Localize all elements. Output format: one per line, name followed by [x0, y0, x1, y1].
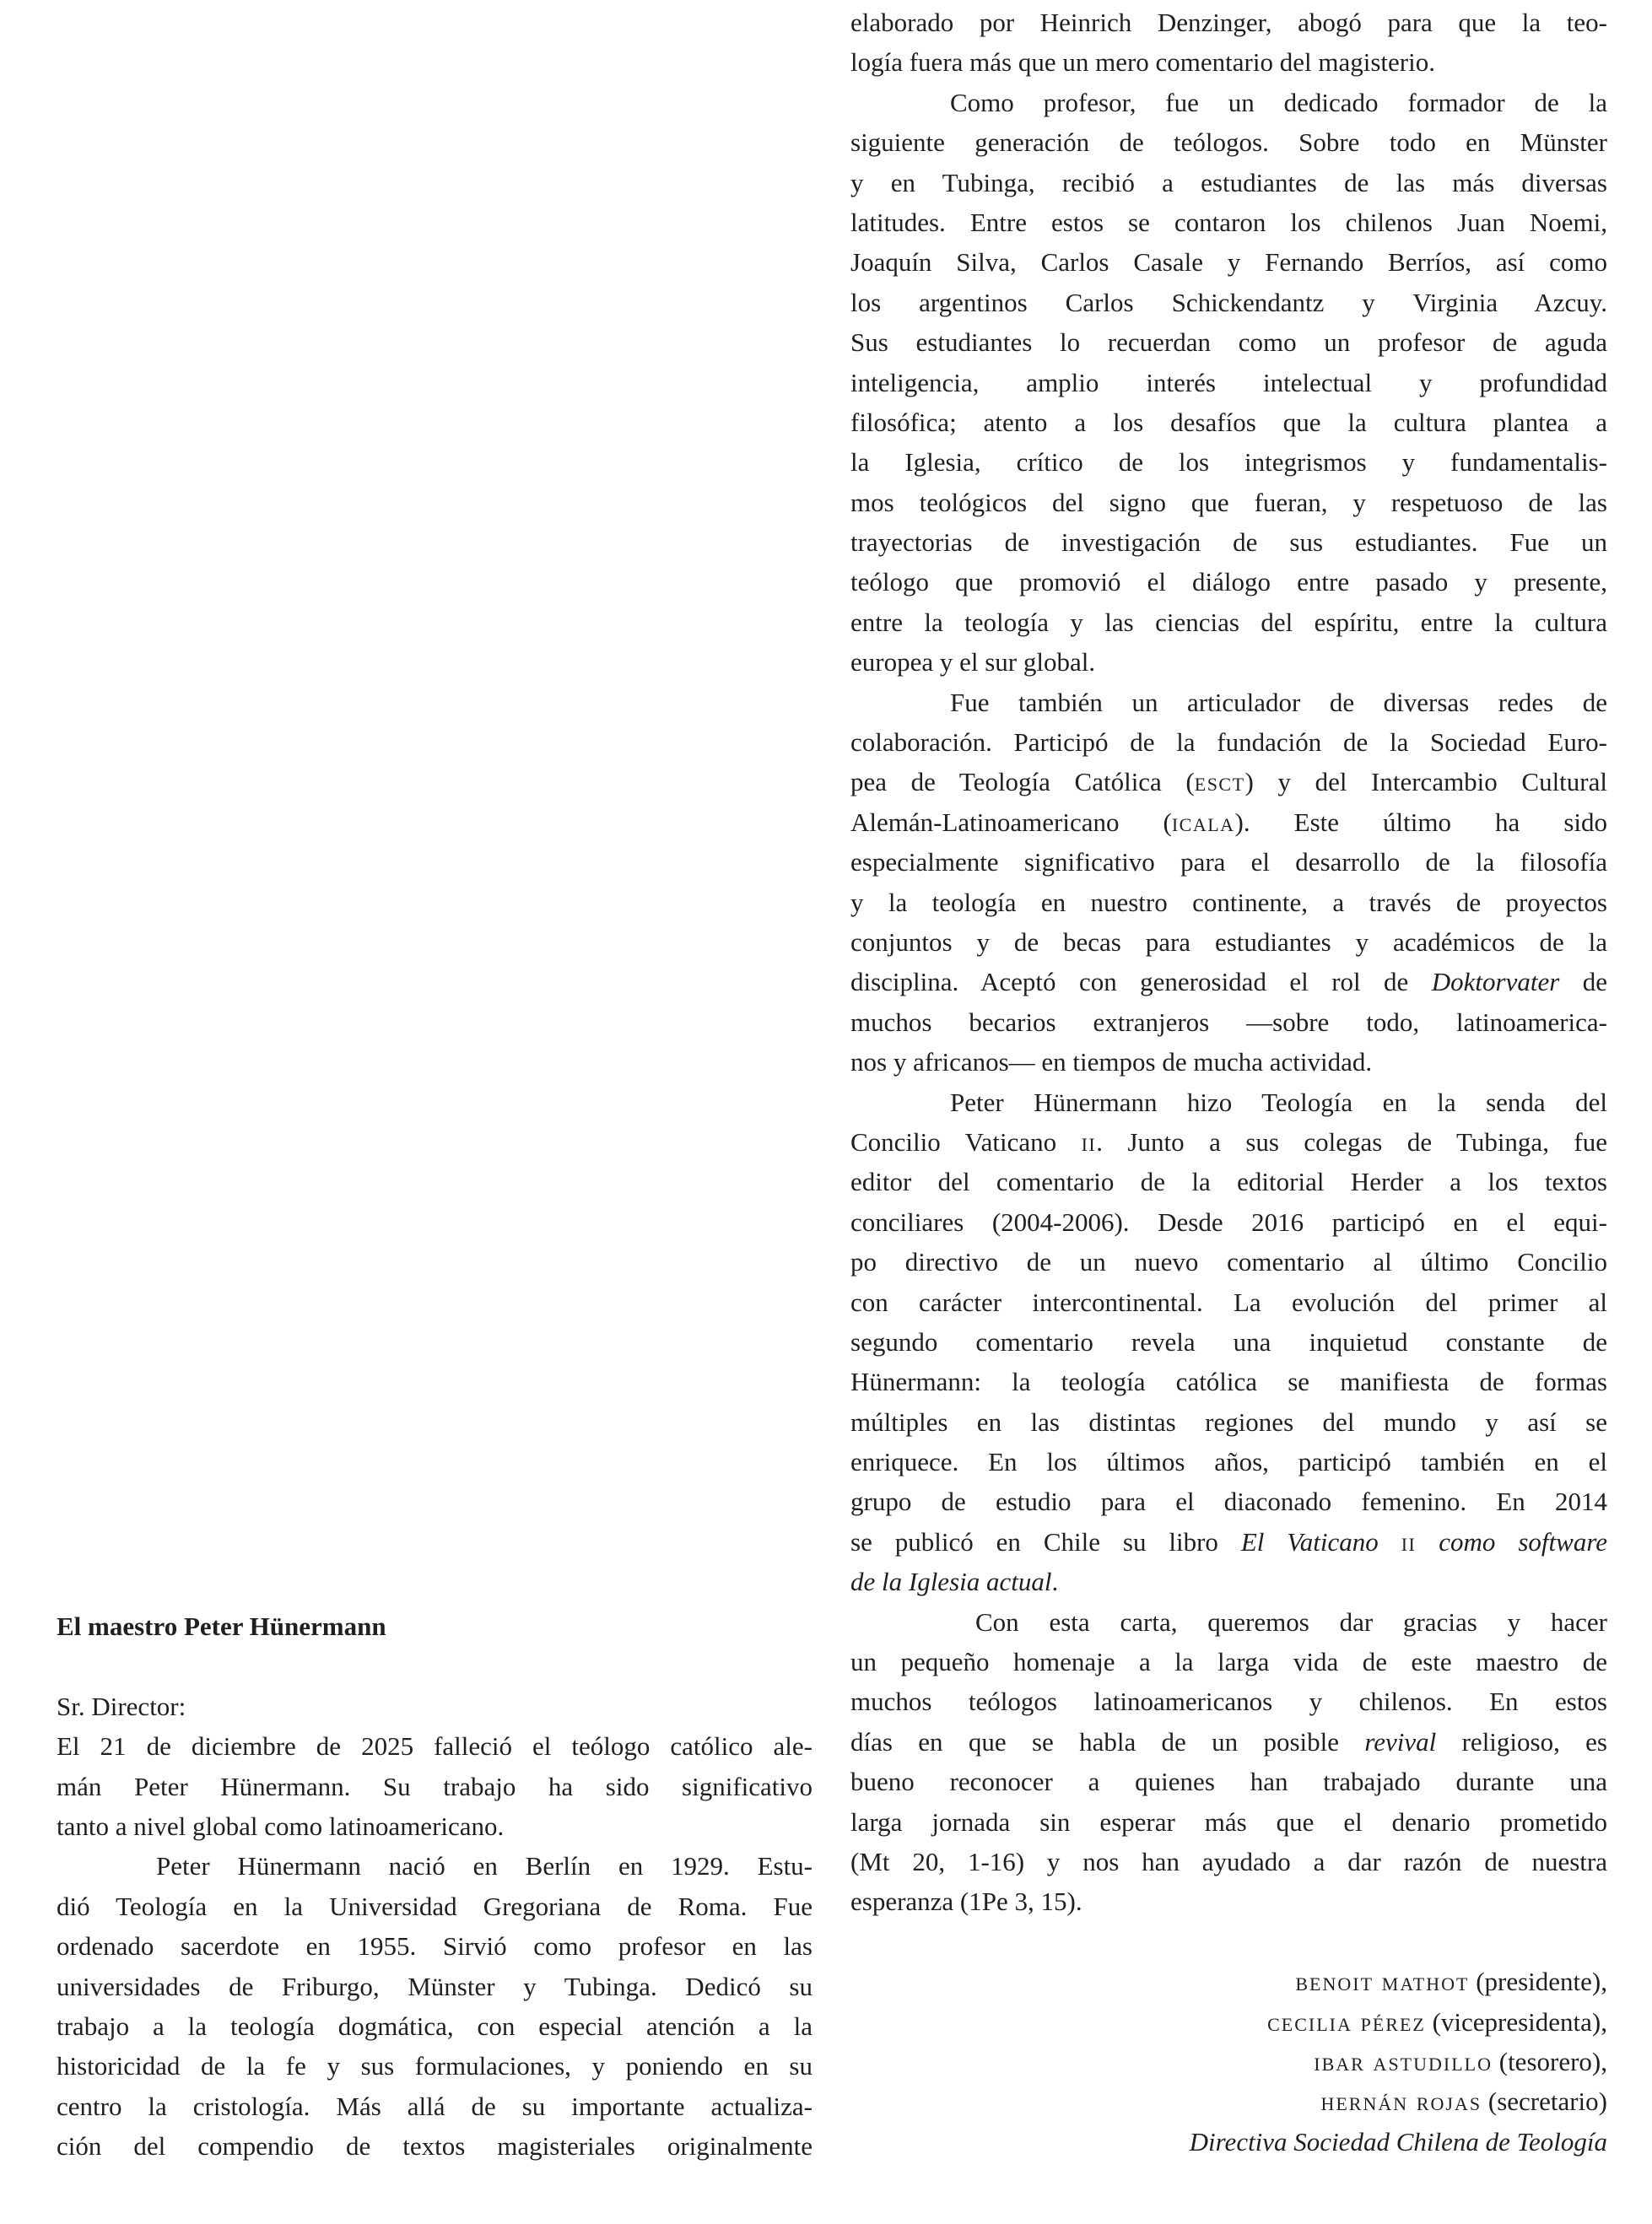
signature-line	[850, 2042, 1607, 2081]
text-line	[57, 1806, 813, 1846]
text-line	[850, 602, 1607, 642]
text-line	[850, 1842, 1607, 1881]
text-run: ordenado sacerdote en 1955. Sirvió como profesor en las	[57, 1931, 813, 1962]
organization: Directiva Sociedad Chilena de Teología	[1189, 2126, 1607, 2157]
text-line	[850, 402, 1607, 442]
article-heading: El maestro Peter Hünermann	[57, 1611, 386, 1641]
text-run: enriquece. En los últimos años, participó también en el	[850, 1447, 1607, 1477]
text-run: europea y el sur global.	[850, 647, 1096, 677]
text-run: Con esta carta, queremos dar gracias y hacer	[975, 1606, 1607, 1637]
italic-run: como software	[1416, 1526, 1607, 1557]
signer-name: cecilia pérez	[1267, 2006, 1426, 2037]
text-run: mán Peter Hünermann. Su trabajo ha sido significativo	[57, 1771, 813, 1801]
text-line	[850, 1881, 1607, 1921]
text-run: Hünermann: la teología católica se manifiesta de formas	[850, 1367, 1607, 1397]
small-caps-run: esct	[1194, 767, 1245, 797]
signature-line	[850, 2081, 1607, 2121]
text-run: los argentinos Carlos Schickendantz y Virginia Azcuy.	[850, 287, 1607, 317]
text-run: segundo comentario revela una inquietud constante de	[850, 1326, 1607, 1357]
signer-role: (vicepresidenta),	[1425, 2006, 1607, 2037]
small-caps-run: icala	[1171, 807, 1235, 837]
text-line	[850, 683, 1607, 722]
text-run: po directivo de un nuevo comentario al último Concilio	[850, 1247, 1607, 1277]
signatures	[850, 1962, 1607, 2122]
text-run: mos teológicos del signo que fueran, y respetuoso de las	[850, 487, 1607, 517]
text-line	[850, 1602, 1607, 1642]
text-run: disciplina. Aceptó con generosidad el rol de	[850, 967, 1432, 997]
text-run: con carácter intercontinental. La evolución del primer al	[850, 1287, 1607, 1317]
italic-run: El Vaticano	[1240, 1526, 1401, 1557]
text-line	[850, 3, 1607, 42]
right-column	[850, 3, 1607, 2162]
text-run: historicidad de la fe y sus formulaciones, y poniendo en su	[57, 2051, 813, 2081]
text-run: múltiples en las distintas regiones del mundo y así se	[850, 1406, 1607, 1437]
text-run: conciliares (2004-2006). Desde 2016 participó en el equi-	[850, 1206, 1607, 1237]
text-line	[850, 1681, 1607, 1721]
text-run: . Junto a sus colegas de Tubinga, fue	[1096, 1126, 1607, 1157]
text-run: logía fuera más que un mero comentario del magisterio.	[850, 47, 1435, 78]
text-run: la Iglesia, crítico de los integrismos y fundamentalis-	[850, 447, 1607, 478]
text-run: nos y africanos— en tiempos de mucha actividad.	[850, 1047, 1373, 1077]
text-line	[850, 122, 1607, 162]
text-line	[850, 83, 1607, 122]
text-line	[850, 1762, 1607, 1801]
text-line	[850, 163, 1607, 202]
salutation: Sr. Director:	[57, 1691, 186, 1721]
text-run: tanto a nivel global como latinoamericano.	[57, 1811, 505, 1841]
italic-run: Doktorvater	[1431, 967, 1560, 997]
text-line	[57, 1887, 813, 1926]
text-line	[850, 922, 1607, 962]
text-line	[850, 283, 1607, 322]
text-run: religioso, es	[1436, 1726, 1607, 1757]
text-line	[850, 1042, 1607, 1082]
text-run: esperanza (1Pe 3, 15).	[850, 1887, 1082, 1917]
text-line	[850, 1522, 1607, 1562]
text-run: .	[1051, 1567, 1059, 1597]
text-run: ción del compendio de textos magisteriales originalmente	[57, 2131, 813, 2162]
text-run: muchos teólogos latinoamericanos y chilenos. En estos	[850, 1687, 1607, 1717]
text-line	[850, 202, 1607, 242]
text-line	[57, 1767, 813, 1806]
text-line	[850, 642, 1607, 682]
small-caps-run: ii	[1401, 1526, 1417, 1557]
text-run: días en que se habla de un posible	[850, 1726, 1365, 1757]
text-line	[850, 1202, 1607, 1242]
text-line	[850, 1282, 1607, 1322]
signer-name: benoit mathot	[1295, 1967, 1470, 1997]
left-body	[57, 1726, 813, 2166]
text-line	[850, 1122, 1607, 1162]
text-run: elaborado por Heinrich Denzinger, abogó para que la teo-	[850, 8, 1607, 37]
right-body	[850, 3, 1607, 1922]
text-run: especialmente significativo para el desarrollo de la filosofía	[850, 847, 1607, 877]
text-line	[850, 442, 1607, 482]
text-line	[57, 1926, 813, 1966]
signer-name: ibar astudillo	[1314, 2046, 1493, 2076]
text-run: dió Teología en la Universidad Gregoriana de Roma. Fue	[57, 1891, 813, 1921]
text-run: Peter Hünermann nació en Berlín en 1929. Estu-	[156, 1851, 813, 1881]
text-run: El 21 de diciembre de 2025 falleció el teólogo católico ale-	[57, 1731, 813, 1762]
text-run: bueno reconocer a quienes han trabajado durante una	[850, 1767, 1607, 1797]
text-line	[850, 363, 1607, 402]
text-run: latitudes. Entre estos se contaron los chilenos Juan Noemi,	[850, 207, 1607, 237]
text-line	[850, 1802, 1607, 1842]
text-line	[850, 1482, 1607, 1521]
text-line	[850, 1642, 1607, 1681]
spacer	[850, 1922, 1607, 1962]
text-line	[850, 42, 1607, 82]
text-run: conjuntos y de becas para estudiantes y académicos de la	[850, 926, 1607, 957]
text-run: colaboración. Participó de la fundación de la Sociedad Euro-	[850, 727, 1607, 758]
text-run: siguiente generación de teólogos. Sobre todo en Münster	[850, 127, 1607, 158]
text-line	[850, 562, 1607, 602]
text-run: Concilio Vaticano	[850, 1126, 1082, 1157]
text-run: de	[1559, 967, 1607, 997]
text-line	[850, 483, 1607, 522]
italic-run: de la Iglesia actual	[850, 1567, 1052, 1597]
text-run: Alemán-Latinoamericano (	[850, 807, 1172, 837]
text-run: entre la teología y las ciencias del espíritu, entre la cultura	[850, 607, 1607, 637]
text-line	[850, 1002, 1607, 1042]
text-line	[850, 1442, 1607, 1482]
text-line	[57, 1967, 813, 2006]
organization-line	[850, 2122, 1607, 2162]
text-run: y la teología en nuestro continente, a través de proyectos	[850, 887, 1607, 917]
text-line	[850, 802, 1607, 842]
text-line	[850, 1082, 1607, 1122]
text-run: Fue también un articulador de diversas redes de	[950, 687, 1607, 717]
text-line	[850, 522, 1607, 562]
text-line	[57, 2086, 813, 2126]
text-run: pea de Teología Católica (	[850, 767, 1195, 797]
text-line	[850, 1162, 1607, 1201]
text-run: ). Este último ha sido	[1234, 807, 1607, 837]
signer-role: (tesorero),	[1493, 2046, 1607, 2076]
signer-name: hernán rojas	[1320, 2086, 1482, 2117]
spacer	[57, 1646, 813, 1686]
signer-role: (presidente),	[1469, 1967, 1607, 1997]
text-line	[57, 2046, 813, 2086]
text-line	[57, 2126, 813, 2166]
text-line	[57, 1726, 813, 1766]
text-line	[850, 242, 1607, 282]
text-run: editor del comentario de la editorial Herder a los textos	[850, 1167, 1607, 1197]
left-column	[57, 1606, 813, 2166]
signer-role: (secretario)	[1482, 2086, 1607, 2117]
text-run: grupo de estudio para el diaconado femenino. En 2014	[850, 1487, 1607, 1517]
text-run: Peter Hünermann hizo Teología en la senda del	[950, 1087, 1607, 1117]
text-run: Joaquín Silva, Carlos Casale y Fernando Berríos, así como	[850, 247, 1607, 278]
text-line	[850, 1242, 1607, 1282]
text-run: un pequeño homenaje a la larga vida de este maestro de	[850, 1647, 1607, 1677]
text-run: universidades de Friburgo, Münster y Tubinga. Dedicó su	[57, 1971, 813, 2001]
italic-run: revival	[1364, 1726, 1437, 1757]
text-line	[850, 722, 1607, 762]
text-line	[850, 762, 1607, 802]
text-run: (Mt 20, 1-16) y nos han ayudado a dar razón de nuestra	[850, 1846, 1607, 1876]
text-line	[850, 1362, 1607, 1401]
text-run: y en Tubinga, recibió a estudiantes de las más diversas	[850, 167, 1607, 197]
signature-line	[850, 1962, 1607, 2001]
text-run: teólogo que promovió el diálogo entre pasado y presente,	[850, 567, 1607, 597]
text-line	[850, 883, 1607, 922]
text-line	[850, 1402, 1607, 1442]
text-line	[850, 842, 1607, 882]
text-line	[850, 1722, 1607, 1762]
text-run: inteligencia, amplio interés intelectual y profundidad	[850, 367, 1607, 397]
text-line	[850, 322, 1607, 362]
text-run: se publicó en Chile su libro	[850, 1526, 1241, 1557]
text-run: filosófica; atento a los desafíos que la cultura plantea a	[850, 407, 1607, 437]
text-line	[57, 2006, 813, 2046]
text-run: trayectorias de investigación de sus estudiantes. Fue un	[850, 527, 1607, 558]
text-run: trabajo a la teología dogmática, con especial atención a la	[57, 2011, 813, 2041]
text-run: muchos becarios extranjeros —sobre todo, latinoamerica-	[850, 1007, 1607, 1037]
text-line	[850, 1322, 1607, 1362]
text-line	[57, 1846, 813, 1886]
small-caps-run: ii	[1081, 1126, 1097, 1157]
text-line	[850, 962, 1607, 1001]
signature-line	[850, 2002, 1607, 2042]
text-run: Sus estudiantes lo recuerdan como un profesor de aguda	[850, 327, 1607, 358]
text-line	[850, 1562, 1607, 1601]
text-run: Como profesor, fue un dedicado formador de la	[950, 87, 1607, 117]
text-run: centro la cristología. Más allá de su importante actualiza-	[57, 2091, 813, 2121]
text-run: ) y del Intercambio Cultural	[1244, 767, 1607, 797]
text-run: larga jornada sin esperar más que el denario prometido	[850, 1806, 1607, 1837]
